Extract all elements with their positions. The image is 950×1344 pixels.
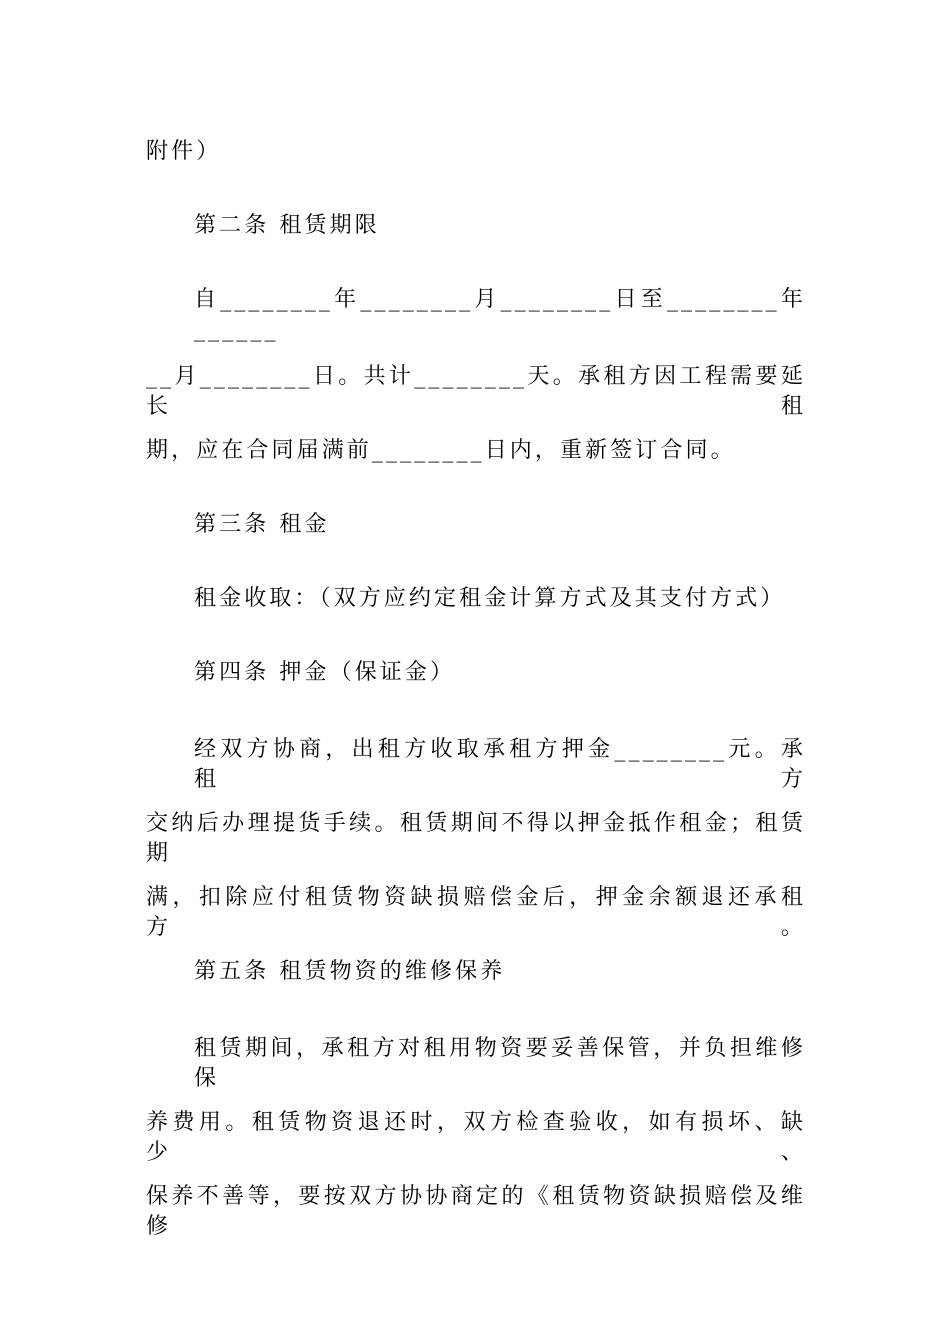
text-line-attachment: 附件） xyxy=(146,139,222,164)
text-line: 经双方协商，出租方收取承租方押金________元。承租方 xyxy=(194,737,806,792)
text-line: 交纳后办理提货手续。租赁期间不得以押金抵作租金；租赁期 xyxy=(146,811,806,866)
article-2-heading: 第二条 租赁期限 xyxy=(194,213,380,238)
text-line: 租赁期间，承租方对租用物资要妥善保管，并负担维修保 xyxy=(194,1036,806,1091)
article-5-heading: 第五条 租赁物资的维修保养 xyxy=(194,959,506,984)
text-line: 保养不善等，要按双方协协商定的《租赁物资缺损赔偿及维修 xyxy=(146,1184,806,1239)
text-line: __月________日。共计________天。承租方因工程需要延长租 xyxy=(146,364,806,419)
article-3-heading: 第三条 租金 xyxy=(194,512,330,537)
text-line: 期，应在合同届满前________日内，重新签订合同。 xyxy=(146,438,736,463)
text-line: 自________年________月________日至________年______ xyxy=(194,287,806,342)
text-line: 满，扣除应付租赁物资缺损赔偿金后，押金余额退还承租方。 xyxy=(146,885,806,940)
text-line: 租金收取：（双方应约定租金计算方式及其支付方式） xyxy=(194,586,786,611)
text-line: 养费用。租赁物资退还时，双方检查验收，如有损坏、缺少、 xyxy=(146,1110,806,1165)
article-4-heading: 第四条 押金（保证金） xyxy=(194,660,456,685)
